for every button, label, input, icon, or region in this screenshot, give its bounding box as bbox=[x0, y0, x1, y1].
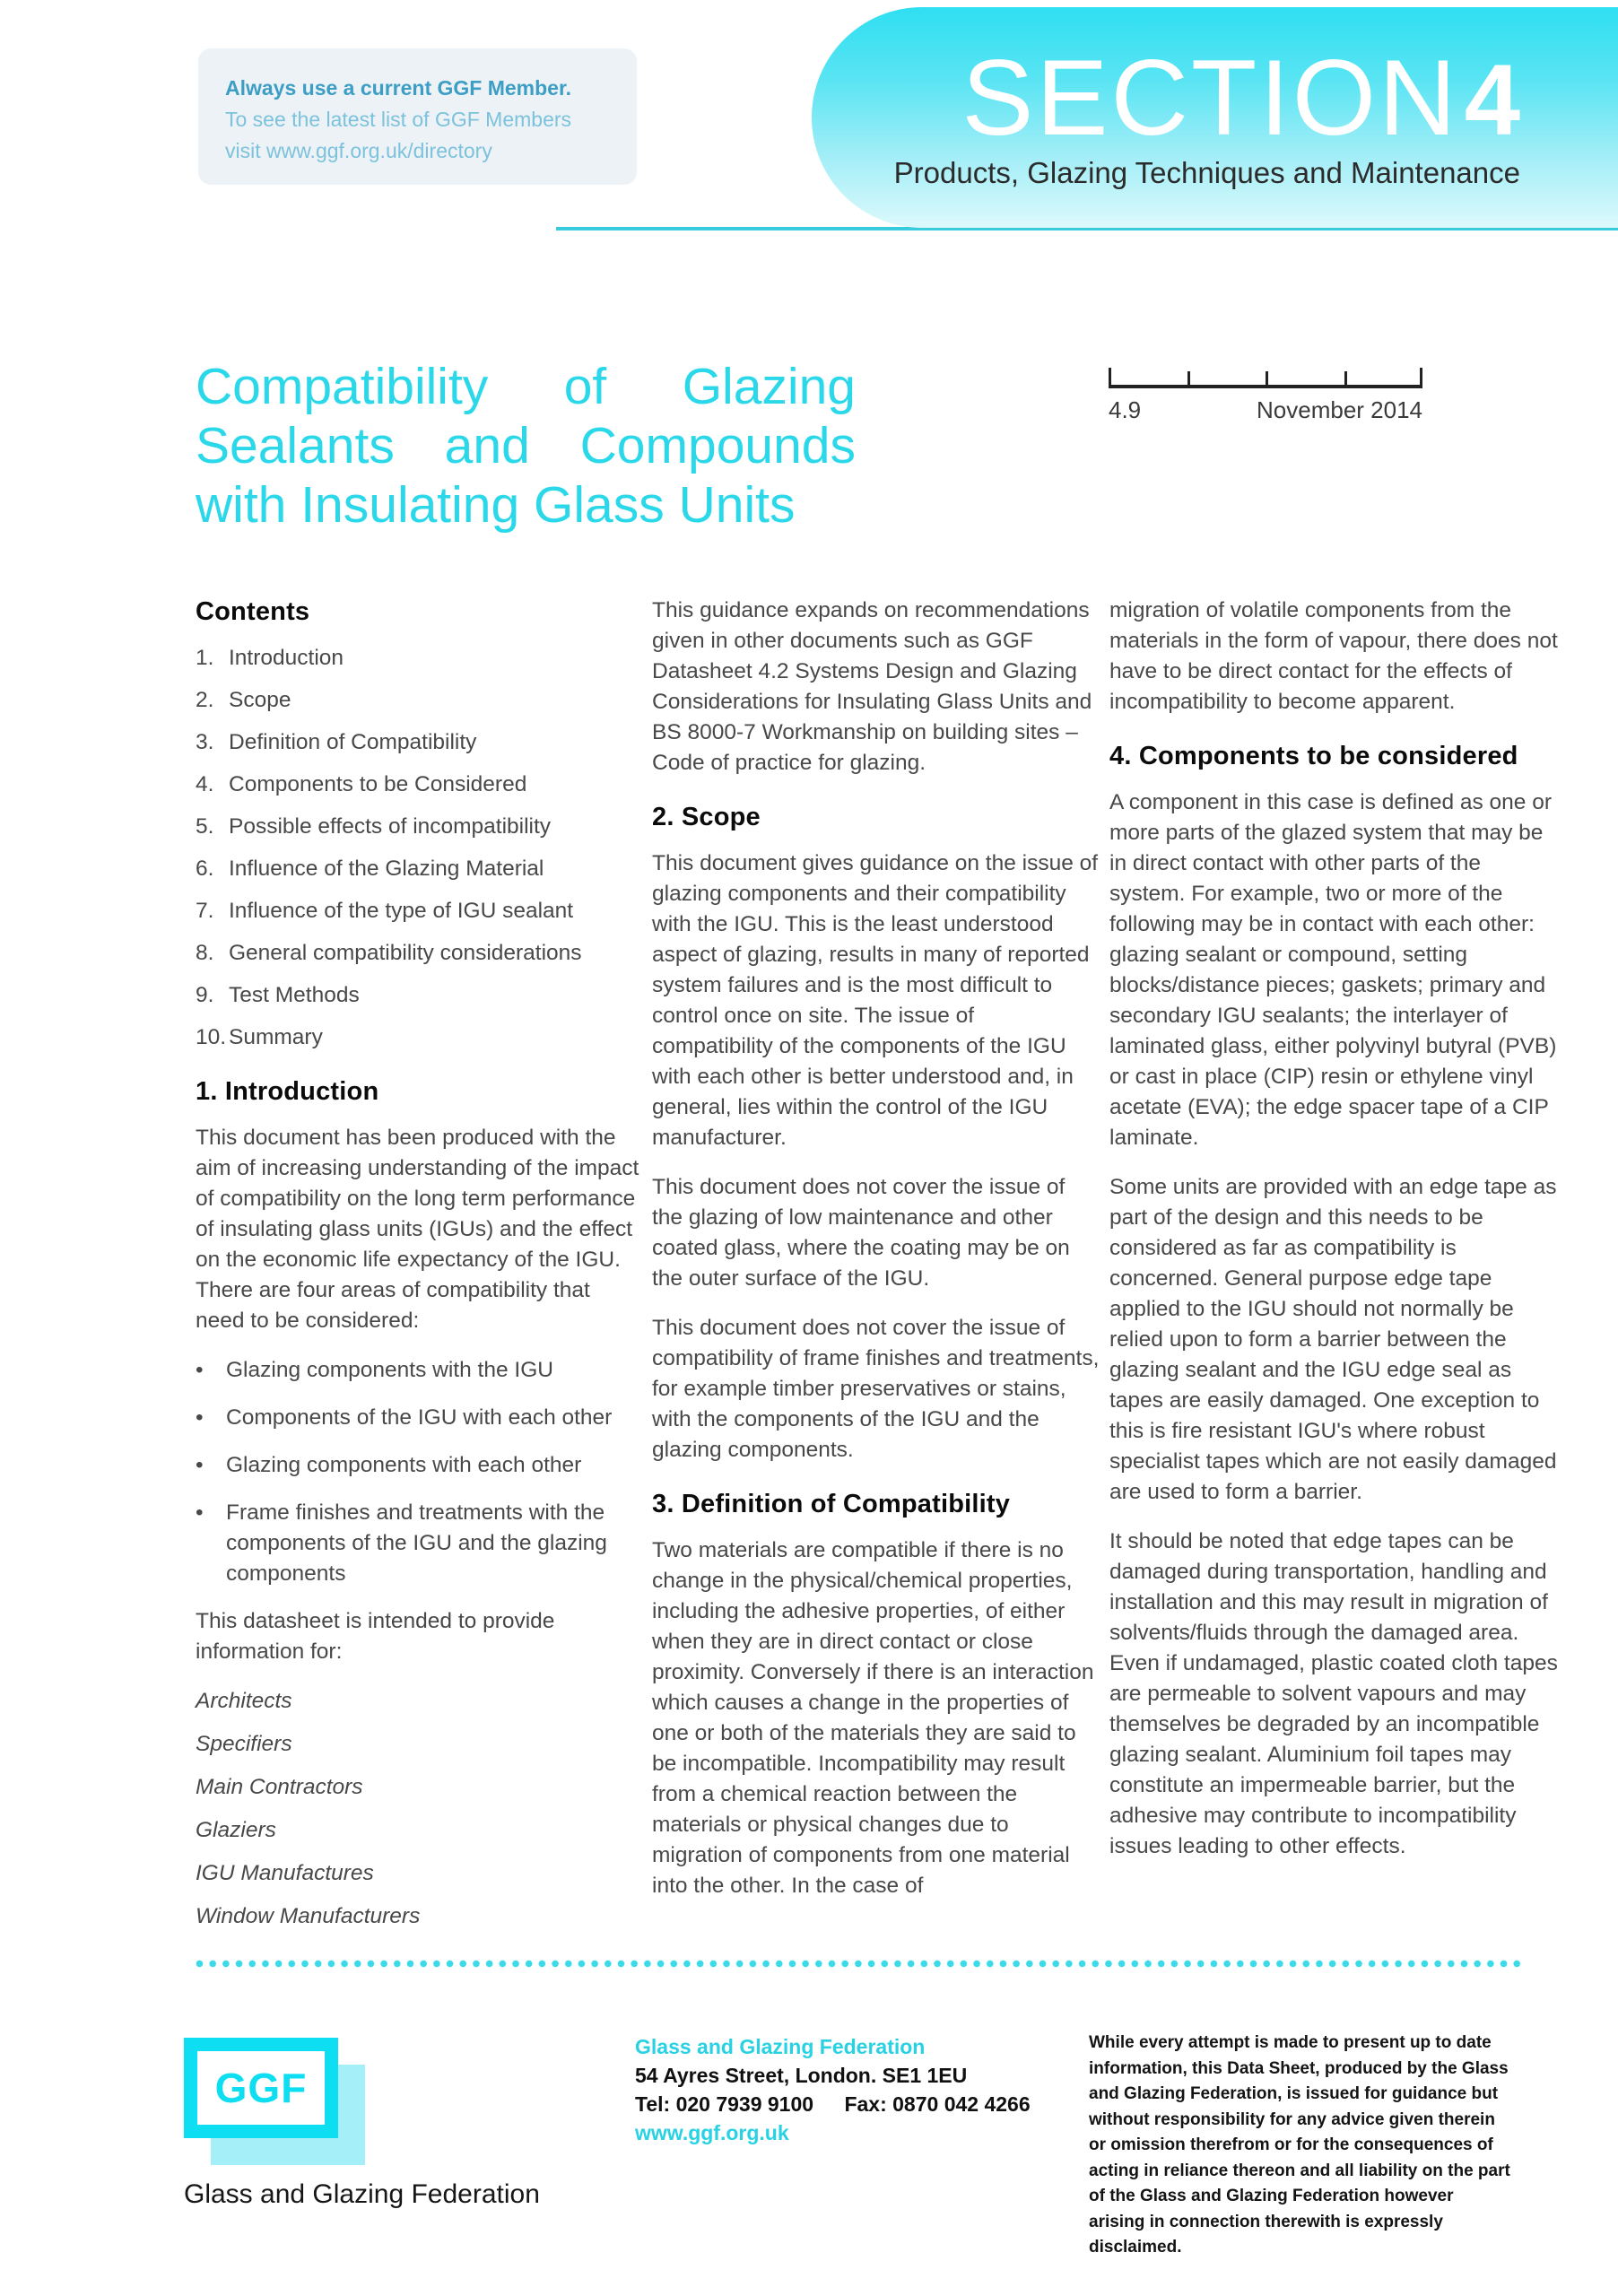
bullet-icon: • bbox=[196, 1358, 204, 1382]
bullet-icon: • bbox=[196, 1500, 204, 1525]
footer-org-name: Glass and Glazing Federation bbox=[635, 2035, 926, 2058]
bullet-icon: • bbox=[196, 1405, 204, 1430]
toc-item: 9. Test Methods bbox=[196, 983, 360, 1007]
datasheet-date: November 2014 bbox=[1257, 396, 1422, 423]
list-item: • Frame finishes and treatments with the components of the IGU and the glazing components bbox=[196, 1498, 644, 1589]
page-title: Compatibility of Glazing Sealants and Compounds with Insulating Glass Units bbox=[196, 358, 856, 534]
toc-item: 4. Components to be Considered bbox=[196, 772, 527, 796]
footer-disclaimer: While every attempt is made to present up to date information, this Data Sheet, produced by the Glass and Glazing Federation, is issued for guidance but without responsibility for any advice given therein or omission therefrom or for the consequences of acting in reliance thereon and all liability on the part of the Glass and Glazing Federation however arising in connection therewith is expressly disclaimed. bbox=[1089, 2033, 1510, 2257]
footer-fax: Fax: 0870 042 4266 bbox=[844, 2092, 1031, 2116]
ruler-tick bbox=[1187, 371, 1190, 385]
ggf-logo-frame bbox=[184, 2038, 338, 2138]
list-item: • Glazing components with the IGU bbox=[196, 1355, 644, 1386]
toc-item: 7. Influence of the type of IGU sealant bbox=[196, 899, 574, 923]
audience-intro-paragraph: This datasheet is intended to provide information for: bbox=[196, 1609, 555, 1664]
toc-item: 3. Definition of Compatibility bbox=[196, 730, 477, 754]
toc-item: 5. Possible effects of incompatibility bbox=[196, 814, 552, 839]
toc-item: 8. General compatibility considerations bbox=[196, 941, 582, 965]
dotted-separator bbox=[196, 1960, 1527, 1968]
definition-heading: 3. Definition of Compatibility bbox=[652, 1490, 1011, 1518]
scale-ruler bbox=[1109, 368, 1422, 388]
scope-paragraph-3: This document does not cover the issue of compatibility of frame finishes and treatments, for example timber preservatives or stains, with the components of the IGU and the glazing components. bbox=[652, 1316, 1100, 1462]
contents-heading: Contents bbox=[196, 597, 310, 626]
column-contents-introduction bbox=[196, 596, 644, 1944]
footer-address: 54 Ayres Street, London. SE1 1EU bbox=[635, 2064, 968, 2087]
member-notice-text: To see the latest list of GGF Members bbox=[225, 108, 572, 131]
scope-heading: 2. Scope bbox=[652, 803, 761, 831]
section-word: SECTION bbox=[961, 38, 1459, 158]
member-notice-headline: Always use a current GGF Member. bbox=[225, 76, 572, 100]
scope-paragraph-2: This document does not cover the issue of the glazing of low maintenance and other coated glass, where the coating may be on the outer surface of the IGU. bbox=[652, 1175, 1070, 1291]
list-item: • Glazing components with each other bbox=[196, 1450, 644, 1481]
section-banner bbox=[812, 7, 1618, 228]
toc-item: 1. Introduction bbox=[196, 646, 344, 670]
audience-item: Specifiers bbox=[196, 1732, 292, 1756]
footer-tel: Tel: 020 7939 9100 bbox=[635, 2092, 814, 2116]
list-item: • Components of the IGU with each other bbox=[196, 1403, 644, 1433]
audience-item: Glaziers bbox=[196, 1818, 276, 1842]
ruler-tick bbox=[1344, 371, 1347, 385]
toc-item: 10. Summary bbox=[196, 1025, 323, 1049]
components-paragraph-2: Some units are provided with an edge tape as part of the design and this needs to be considered as far as compatibility is concerned. General purpose edge tape applied to the IGU should not normally be relied upon to form a barrier between the glazing sealant and the IGU edge seal as tapes are easily damaged. One exception to this is fire resistant IGU's where robust specialist tapes which are not easily damaged are used to form a barrier. bbox=[1109, 1175, 1557, 1504]
footer-phone-line bbox=[635, 2090, 1031, 2118]
ggf-logo bbox=[184, 2038, 368, 2168]
column-scope-definition bbox=[652, 596, 1100, 1920]
ggf-member-notice bbox=[198, 48, 637, 185]
bullet-icon: • bbox=[196, 1453, 204, 1477]
introduction-heading: 1. Introduction bbox=[196, 1077, 379, 1106]
definition-paragraph-continued: migration of volatile components from the materials in the form of vapour, there does not have to be direct contact for the effects of incompatibility to become apparent. bbox=[1109, 598, 1558, 714]
ggf-logo-text: GGF bbox=[214, 2065, 308, 2111]
audience-item: Window Manufacturers bbox=[196, 1904, 421, 1928]
components-heading: 4. Components to be considered bbox=[1109, 742, 1518, 770]
audience-item: IGU Manufactures bbox=[196, 1861, 374, 1885]
scope-paragraph-1: This document gives guidance on the issue of glazing components and their compatibility with the IGU. This is the least understood aspect of glazing, results in many of reported system failures and is the most difficult to control once on site. The issue of compatibility of the components of the IGU with each other is better understood and, in general, lies within the control of the IGU manufacturer. bbox=[652, 851, 1099, 1150]
footer-website-link: www.ggf.org.uk bbox=[635, 2121, 789, 2144]
ruler-tick bbox=[1109, 368, 1111, 385]
ggf-logo-caption: Glass and Glazing Federation bbox=[184, 2179, 540, 2209]
section-subtitle: Products, Glazing Techniques and Maintenance bbox=[893, 156, 1520, 189]
components-paragraph-1: A component in this case is defined as one or more parts of the glazed system that may be in direct contact with other parts of the system. For example, two or more of the following may be in contact with each other: glazing sealant or compound, setting blocks/distance pieces; gaskets; primary and secondary IGU sealants; the interlayer of laminated glass, either polyvinyl butyral (PVB) or cast in place (CIP) resin or ethylene vinyl acetate (EVA); the edge spacer tape of a CIP laminate. bbox=[1109, 790, 1557, 1150]
ruler-tick bbox=[1266, 371, 1268, 385]
definition-paragraph: Two materials are compatible if there is no change in the physical/chemical properties, including the adhesive properties, of either when they are in direct contact or close proximity. Conversely if there is an interaction which causes a change in the properties of one or both of the materials they are said to be incompatible. Incompatibility may result from a chemical reaction between the materials or physical changes due to migration of components from one material into the other. In the case of bbox=[652, 1538, 1094, 1898]
introduction-paragraph: This document has been produced with the aim of increasing understanding of the impact of compatibility on the long term performance of insulating glass units (IGUs) and the effect on the economic life expectancy of the IGU. There are four areas of compatibility that need to be considered: bbox=[196, 1126, 639, 1333]
guidance-paragraph: This guidance expands on recommendations given in other documents such as GGF Datasheet 4.2 Systems Design and Glazing Considerations for Insulating Glass Units and BS 8000-7 Workmanship on building sites – Code of practice for glazing. bbox=[652, 598, 1092, 775]
datasheet-number: 4.9 bbox=[1109, 396, 1142, 423]
toc-item: 2. Scope bbox=[196, 688, 291, 712]
toc-item: 6. Influence of the Glazing Material bbox=[196, 857, 544, 881]
column-components bbox=[1109, 596, 1558, 1881]
datasheet-reference bbox=[1109, 396, 1422, 424]
footer-contact-block bbox=[635, 2032, 1031, 2147]
components-paragraph-3: It should be noted that edge tapes can be damaged during transportation, handling and installation and this may result in migration of solvents/fluids through the damaged area. Even if undamaged, plastic coated cloth tapes are permeable to solvent vapours and may themselves be degraded by an incompatible glazing sealant. Aluminium foil tapes may constitute an impermeable barrier, but the adhesive may contribute to incompatibility issues leading to other effects. bbox=[1109, 1529, 1558, 1858]
ruler-tick bbox=[1420, 368, 1422, 385]
member-directory-link: visit www.ggf.org.uk/directory bbox=[225, 139, 492, 162]
section-number: 4 bbox=[1464, 44, 1520, 156]
audience-item: Main Contractors bbox=[196, 1775, 363, 1799]
audience-item: Architects bbox=[196, 1689, 292, 1713]
